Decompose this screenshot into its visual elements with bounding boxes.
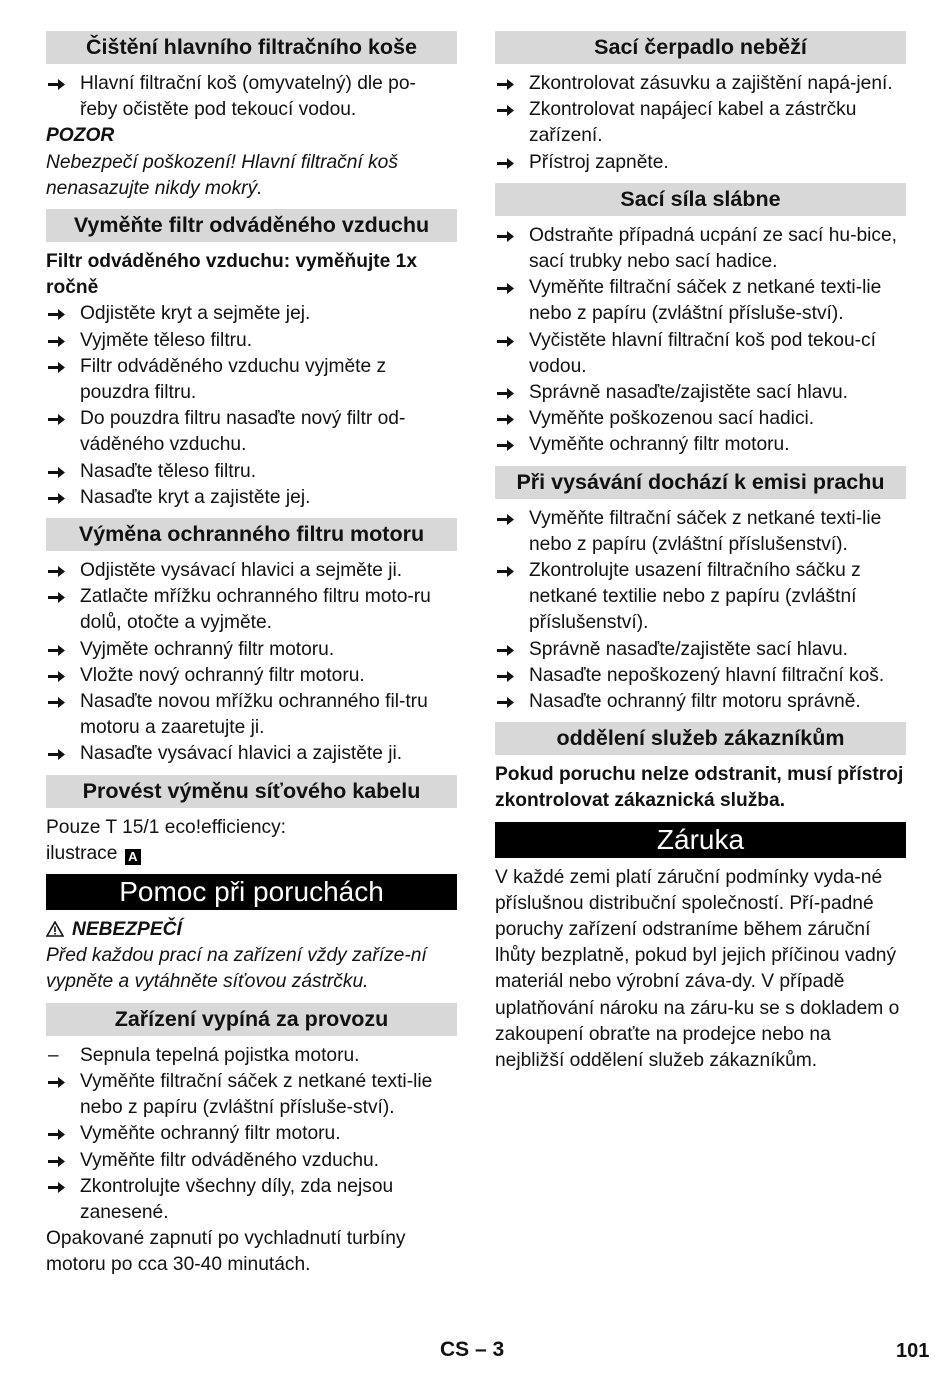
arrow-right-icon <box>497 696 514 709</box>
list-item <box>495 380 906 406</box>
section-heading: Čištění hlavního filtračního koše <box>46 31 457 64</box>
list-item <box>46 1148 457 1174</box>
list-item-text: Zatlačte mřížku ochranného filtru moto-ru dolů, otočte a vyjměte. <box>80 586 431 634</box>
arrow-right-icon <box>48 1128 65 1141</box>
caution-label: POZOR <box>46 125 115 147</box>
list-item-text: Zkontrolovat napájecí kabel a zástrčku zařízení. <box>529 99 857 147</box>
caution-text: Nebezpečí poškození! Hlavní filtrační koš nenasazujte nikdy mokrý. <box>46 151 398 199</box>
list-item-text: Do pouzdra filtru nasaďte nový filtr od-váděného vzduchu. <box>80 408 406 456</box>
service-note: Pokud poruchu nelze odstranit, musí přístroj zkontrolovat zákaznická služba. <box>495 764 904 812</box>
chapter-heading: Pomoc při poruchách <box>46 874 457 910</box>
list-item <box>495 432 906 458</box>
arrow-right-icon <box>48 1155 65 1168</box>
warranty-text: V každé zemi platí záruční podmínky vyda-né příslušnou distribuční společností. Pří-padné poruchy zařízení odstraníme během záruční lhůty bezplatně, pokud byl jejich příčinou vadný materiál nebo výrobní záva-dy. V případě uplatňování nároku na záru-ku se s dokladem o zakoupení obraťte na prodejce nebo na nejbližší oddělení služeb zákazníkům. <box>495 866 900 1072</box>
section-heading: Výměna ochranného filtru motoru <box>46 518 457 551</box>
list-item-text: Odstraňte případná ucpání ze sací hu-bice, sací trubky nebo sací hadice. <box>529 224 897 273</box>
list-item <box>46 354 457 406</box>
list-item <box>46 663 457 689</box>
list-item <box>46 301 457 327</box>
list-item-text: Nasaďte novou mřížku ochranného fil-tru motoru a zaaretujte ji. <box>80 691 428 739</box>
list-item-text: Zkontrolujte všechny díly, zda nejsou zanesené. <box>80 1175 394 1223</box>
arrow-right-icon <box>497 104 514 117</box>
instruction-list <box>46 558 457 768</box>
arrow-right-icon <box>497 157 514 170</box>
figure-a-icon: A <box>125 849 141 865</box>
list-item-text: Nasaďte těleso filtru. <box>80 460 257 482</box>
arrow-right-icon <box>497 387 514 400</box>
list-item <box>46 328 457 354</box>
list-item <box>46 558 457 584</box>
instruction-list <box>46 1069 457 1226</box>
list-item-text: Vyměňte poškozenou sací hadici. <box>529 408 815 430</box>
arrow-right-icon <box>497 335 514 348</box>
list-item <box>495 663 906 689</box>
list-item <box>495 97 906 149</box>
arrow-right-icon <box>497 230 514 243</box>
list-item <box>495 223 906 275</box>
list-item-text: Správně nasaďte/zajistěte sací hlavu. <box>529 638 848 660</box>
list-item-text: Přístroj zapněte. <box>529 151 669 173</box>
list-item-text: Nasaďte vysávací hlavici a zajistěte ji. <box>80 743 403 765</box>
list-item-text: Vložte nový ochranný filtr motoru. <box>80 664 365 686</box>
instruction-list <box>495 506 906 716</box>
list-item-text: Vyjměte ochranný filtr motoru. <box>80 638 335 660</box>
arrow-right-icon <box>48 78 65 91</box>
section-heading: Sací čerpadlo neběží <box>495 31 906 64</box>
list-item <box>46 584 457 636</box>
section-heading: Zařízení vypíná za provozu <box>46 1003 457 1036</box>
right-column <box>495 31 906 1074</box>
arrow-right-icon <box>497 282 514 295</box>
list-item-text: Zkontrolovat zásuvku a zajištění napá-jení. <box>529 73 893 94</box>
list-item-text: Vyměňte filtrační sáček z netkané texti-lie nebo z papíru (zvláštní příslušenství). <box>529 507 882 555</box>
chapter-heading: Záruka <box>495 822 906 858</box>
list-item <box>46 741 457 767</box>
arrow-right-icon <box>48 413 65 426</box>
arrow-right-icon <box>497 513 514 526</box>
list-item-text: Filtr odváděného vzduchu vyjměte z pouzdra filtru. <box>80 355 387 404</box>
list-item <box>46 459 457 485</box>
list-item-text: Vyjměte těleso filtru. <box>80 329 253 351</box>
list-item-text: Vyměňte ochranný filtr motoru. <box>529 434 790 456</box>
section-subheading: Filtr odváděného vzduchu: vyměňujte 1x ročně <box>46 251 418 299</box>
model-note: Pouze T 15/1 eco!efficiency: <box>46 816 287 838</box>
arrow-right-icon <box>48 748 65 761</box>
list-item-text: Odjistěte vysávací hlavici a sejměte ji. <box>80 560 403 582</box>
list-item <box>46 1174 457 1226</box>
arrow-right-icon <box>497 78 514 91</box>
illustration-label: ilustrace <box>46 842 118 864</box>
arrow-right-icon <box>48 492 65 505</box>
list-item <box>46 1069 457 1121</box>
list-item <box>46 71 457 123</box>
list-item-text: Nasaďte nepoškozený hlavní filtrační koš. <box>529 664 885 686</box>
arrow-right-icon <box>48 308 65 321</box>
list-item <box>495 71 906 97</box>
list-item <box>495 637 906 663</box>
list-item-text: Správně nasaďte/zajistěte sací hlavu. <box>529 382 848 404</box>
instruction-list <box>495 71 906 176</box>
arrow-right-icon <box>497 670 514 683</box>
list-item <box>495 506 906 558</box>
arrow-right-icon <box>48 361 65 374</box>
danger-text: Před každou prací na zařízení vždy zaříze-ní vypněte a vytáhněte síťovou zástrčku. <box>46 945 427 993</box>
list-item <box>495 328 906 380</box>
instruction-list <box>46 301 457 511</box>
warning-triangle-icon <box>46 921 64 937</box>
list-item-text: Nasaďte kryt a zajistěte jej. <box>80 486 311 508</box>
list-item-text: Vyměňte ochranný filtr motoru. <box>80 1123 341 1145</box>
instruction-list <box>495 223 906 459</box>
section-heading: Provést výměnu síťového kabelu <box>46 775 457 808</box>
arrow-right-icon <box>48 1076 65 1089</box>
list-item <box>46 406 457 458</box>
list-item <box>46 689 457 741</box>
list-item-text: Vyčistěte hlavní filtrační koš pod tekou-cí vodou. <box>529 329 876 377</box>
list-item-text: Vyměňte filtrační sáček z netkané texti-lie nebo z papíru (zvláštní přísluše-ství). <box>529 277 882 325</box>
arrow-right-icon <box>48 644 65 657</box>
section-heading: Při vysávání dochází k emisi prachu <box>495 466 906 499</box>
list-item <box>495 689 906 715</box>
list-item-text: Vyměňte filtrační sáček z netkané texti-lie nebo z papíru (zvláštní přísluše-ství). <box>80 1070 433 1119</box>
list-item <box>46 485 457 511</box>
list-item <box>495 406 906 432</box>
list-item <box>495 275 906 327</box>
list-item-text: Nasaďte ochranný filtr motoru správně. <box>529 691 861 713</box>
list-item <box>495 558 906 637</box>
section-heading: Sací síla slábne <box>495 183 906 216</box>
arrow-right-icon <box>48 466 65 479</box>
arrow-right-icon <box>48 591 65 604</box>
section-heading: oddělení služeb zákazníkům <box>495 722 906 755</box>
page-footer-label: CS – 3 <box>440 1338 505 1361</box>
arrow-right-icon <box>497 413 514 426</box>
note-text: Opakované zapnutí po vychladnutí turbíny motoru po cca 30-40 minutách. <box>46 1228 406 1276</box>
list-item <box>46 1043 457 1069</box>
list-item <box>46 1121 457 1147</box>
arrow-right-icon <box>48 696 65 709</box>
arrow-right-icon <box>497 644 514 657</box>
list-item-text: Zkontrolujte usazení filtračního sáčku z netkané textilie nebo z papíru (zvláštní příslušenství). <box>529 560 861 634</box>
list-item-text: Vyměňte filtr odváděného vzduchu. <box>80 1149 380 1171</box>
illustration-ref <box>46 841 457 867</box>
arrow-right-icon <box>497 565 514 578</box>
list-item-text: Odjistěte kryt a sejměte jej. <box>80 303 311 325</box>
arrow-right-icon <box>48 335 65 348</box>
arrow-right-icon <box>48 1181 65 1194</box>
list-item <box>495 150 906 176</box>
list-item-text: Sepnula tepelná pojistka motoru. <box>80 1044 360 1066</box>
danger-label-row <box>46 917 457 943</box>
list-item-text: Hlavní filtrační koš (omyvatelný) dle po- řeby očistěte pod tekoucí vodou. <box>80 73 416 121</box>
arrow-right-icon <box>48 565 65 578</box>
dash-bullet-icon: – <box>48 1044 59 1066</box>
section-heading: Vyměňte filtr odváděného vzduchu <box>46 209 457 242</box>
arrow-right-icon <box>497 439 514 452</box>
left-column <box>46 31 457 1279</box>
arrow-right-icon <box>48 670 65 683</box>
list-item <box>46 637 457 663</box>
page-number: 101 <box>896 1340 930 1362</box>
danger-label: NEBEZPEČÍ <box>72 919 182 941</box>
